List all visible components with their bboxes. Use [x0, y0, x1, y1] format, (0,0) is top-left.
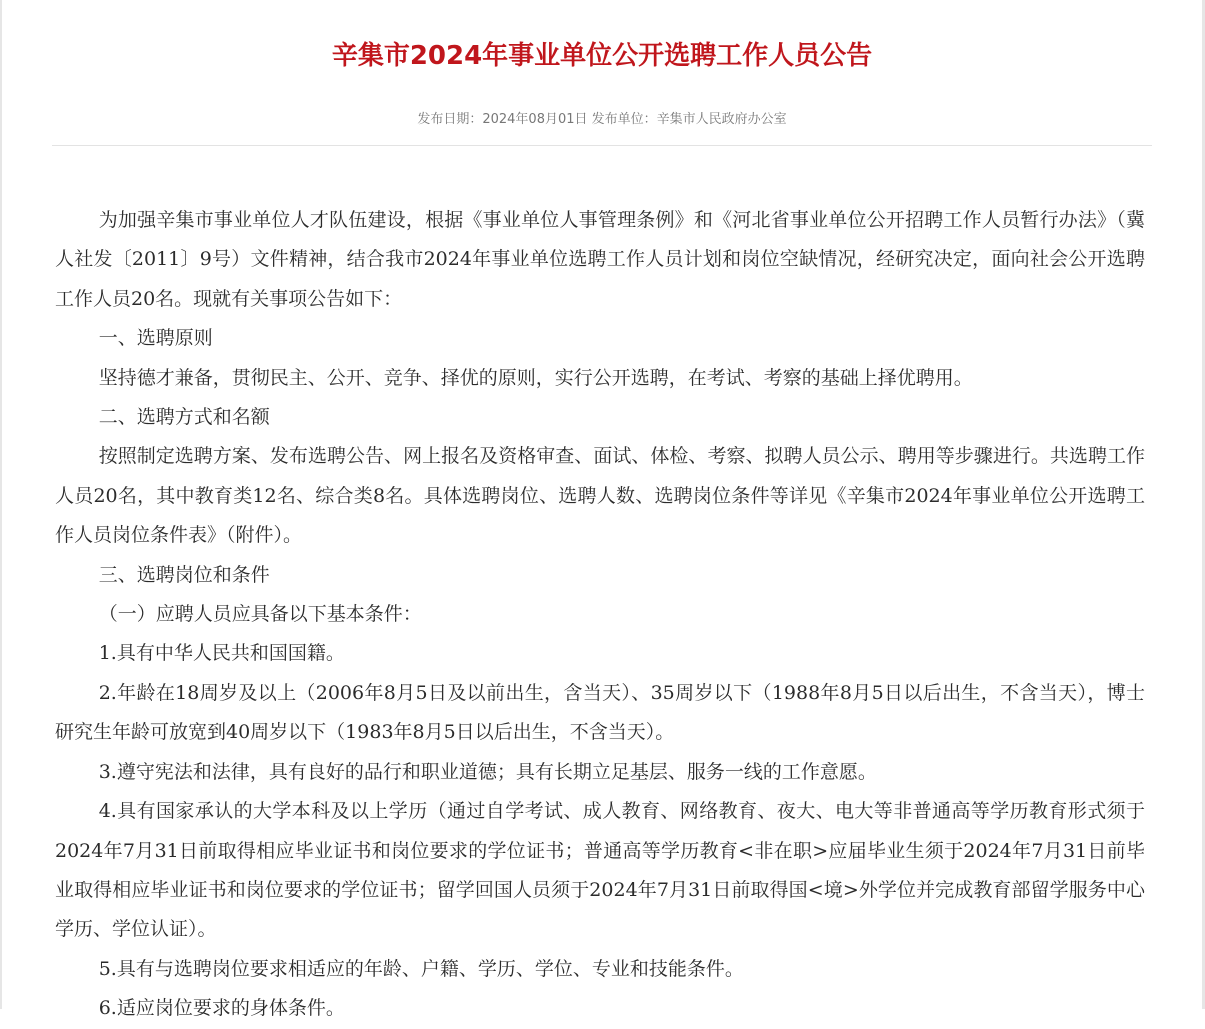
condition-item: 4.具有国家承认的大学本科及以上学历（通过自学考试、成人教育、网络教育、夜大、电大等非普通高等学历教育形式须于2024年7月31日前取得相应毕业证书和岗位要求的学位证书；普通高等学历教育<非在职>应届毕业生须于2024年7月31日前毕业取得相应毕业证书和岗位要求的学位证书；留学回国人员须于2024年7月31日前取得国<境>外学位并完成教育部留学服务中心学历、学位认证）。	[55, 800, 1145, 941]
intro-paragraph: 为加强辛集市事业单位人才队伍建设，根据《事业单位人事管理条例》和《河北省事业单位公开招聘工作人员暂行办法》（冀人社发〔2011〕9号）文件精神，结合我市2024年事业单位选聘工作人员计划和岗位空缺情况，经研究决定，面向社会公开选聘工作人员20名。现就有关事项公告如下：	[55, 209, 1145, 310]
article-body	[55, 201, 1145, 1029]
section-heading-method: 二、选聘方式和名额	[98, 406, 270, 429]
condition-item: 6.适应岗位要求的身体条件。	[98, 997, 345, 1020]
section-heading-principles: 一、选聘原则	[98, 327, 213, 350]
article-meta: 发布日期：2024年08月01日 发布单位：辛集市人民政府办公室	[417, 112, 787, 127]
condition-item: 1.具有中华人民共和国国籍。	[98, 642, 345, 665]
article-title: 辛集市2024年事业单位公开选聘工作人员公告	[331, 41, 873, 71]
subsection-heading-basic-conditions: （一）应聘人员应具备以下基本条件：	[98, 603, 422, 626]
condition-item: 2.年龄在18周岁及以上（2006年8月5日及以前出生，含当天）、35周岁以下（1988年8月5日以后出生，不含当天），博士研究生年龄可放宽到40周岁以下（1983年8月5日以后出生，不含当天）。	[55, 681, 1145, 744]
section-heading-conditions: 三、选聘岗位和条件	[98, 563, 270, 586]
page-border-left	[0, 0, 2, 1009]
condition-item: 3.遵守宪法和法律，具有良好的品行和职业道德；具有长期立足基层、服务一线的工作意愿。	[98, 760, 877, 783]
header-divider	[52, 145, 1152, 146]
condition-item: 5.具有与选聘岗位要求相适应的年龄、户籍、学历、学位、专业和技能条件。	[98, 957, 744, 980]
method-paragraph: 按照制定选聘方案、发布选聘公告、网上报名及资格审查、面试、体检、考察、拟聘人员公示、聘用等步骤进行。共选聘工作人员20名，其中教育类12名、综合类8名。具体选聘岗位、选聘人数、选聘岗位条件等详见《辛集市2024年事业单位公开选聘工作人员岗位条件表》（附件）。	[55, 445, 1145, 547]
principles-paragraph: 坚持德才兼备，贯彻民主、公开、竞争、择优的原则，实行公开选聘，在考试、考察的基础上择优聘用。	[98, 366, 973, 389]
